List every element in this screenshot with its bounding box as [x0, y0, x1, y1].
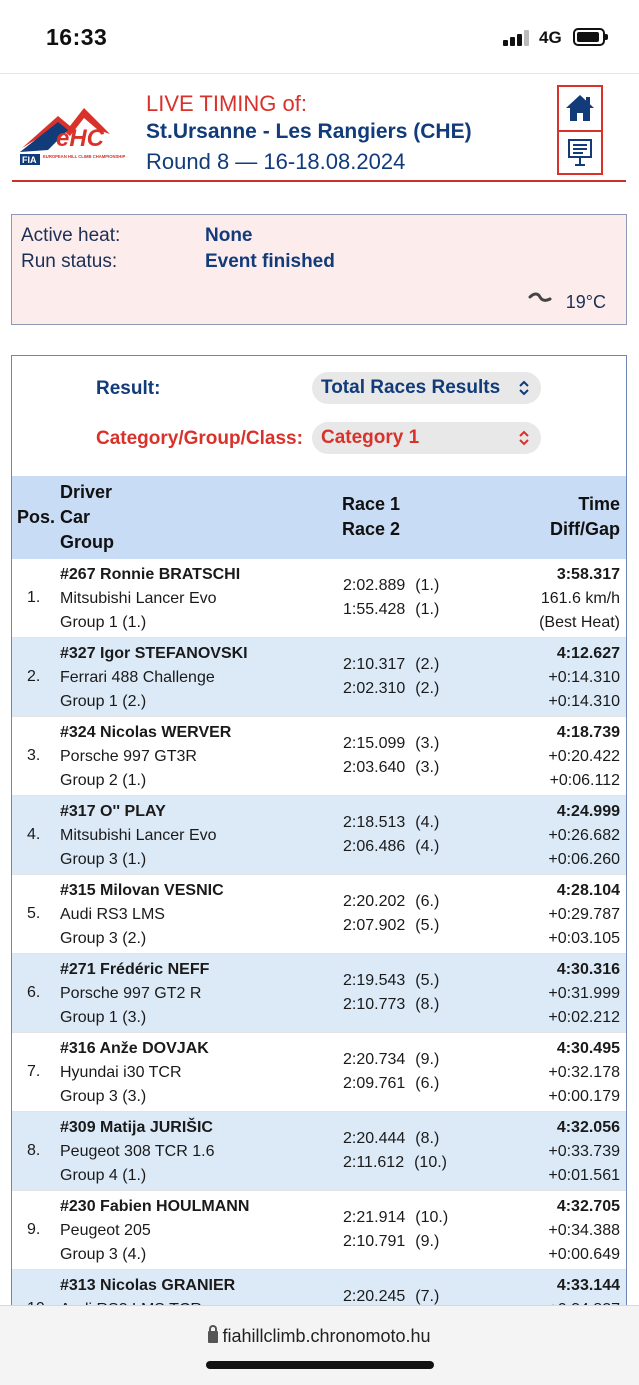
row-position: 9. [27, 1221, 41, 1238]
race1-time: 2:20.734 [343, 1051, 406, 1068]
race1-rank: (9.) [415, 1051, 440, 1068]
row-position: 7. [27, 1063, 41, 1080]
row-total-time: 4:24.999 [556, 803, 620, 820]
race1-time: 2:10.317 [343, 656, 406, 673]
row-race1 [343, 1130, 439, 1148]
active-heat-value: None [205, 225, 253, 246]
category-select[interactable] [312, 422, 541, 454]
race2-rank: (3.) [415, 759, 440, 776]
category-label: Category/Group/Class: [96, 428, 303, 449]
race2-rank: (1.) [415, 601, 440, 618]
table-row[interactable] [12, 1191, 626, 1270]
table-row[interactable] [12, 559, 626, 638]
race1-time: 2:15.099 [343, 735, 406, 752]
race2-time: 2:06.486 [343, 838, 406, 855]
browser-url-bar[interactable] [0, 1305, 639, 1385]
row-position: 8. [27, 1142, 41, 1159]
row-race1 [343, 893, 439, 911]
url-text: fiahillclimb.chronomoto.hu [222, 1326, 431, 1346]
row-race2 [343, 1154, 447, 1172]
race2-rank: (8.) [415, 996, 440, 1013]
table-row[interactable] [12, 1033, 626, 1112]
table-row[interactable] [12, 1112, 626, 1191]
results-panel [11, 355, 627, 1305]
row-gap: +0:02.212 [548, 1009, 620, 1026]
event-status-box [11, 214, 627, 325]
race1-rank: (7.) [415, 1288, 440, 1305]
row-driver: #327 Igor STEFANOVSKI [60, 645, 248, 662]
row-driver: #316 Anže DOVJAK [60, 1040, 209, 1057]
race2-rank: (5.) [415, 917, 440, 934]
row-group: Group 3 (2.) [60, 930, 147, 947]
race1-time: 2:20.202 [343, 893, 406, 910]
row-diff: 161.6 km/h [540, 590, 620, 607]
category-select-value: Category 1 [321, 427, 420, 448]
row-diff: +0:29.787 [548, 906, 620, 923]
home-indicator[interactable] [206, 1361, 434, 1369]
row-driver: #271 Frédéric NEFF [60, 961, 210, 978]
row-car: Peugeot 308 TCR 1.6 [60, 1143, 215, 1160]
race1-rank: (8.) [415, 1130, 440, 1147]
row-car: Mitsubishi Lancer Evo [60, 590, 217, 607]
race1-time: 2:19.543 [343, 972, 406, 989]
row-car: Ferrari 488 Challenge [60, 669, 215, 686]
race1-time: 2:02.889 [343, 577, 406, 594]
race2-rank: (4.) [415, 838, 440, 855]
table-row[interactable] [12, 875, 626, 954]
race1-rank: (1.) [415, 577, 440, 594]
row-car: Mitsubishi Lancer Evo [60, 827, 217, 844]
row-car: Audi RS3 LMS [60, 906, 165, 923]
race2-rank: (10.) [414, 1154, 447, 1171]
page-header [12, 82, 626, 182]
row-race1 [343, 1051, 439, 1069]
ehc-logo[interactable] [18, 98, 138, 168]
race1-rank: (6.) [415, 893, 440, 910]
row-race1 [343, 814, 439, 832]
nav-buttons [557, 85, 603, 175]
battery-icon [573, 28, 605, 46]
row-race1 [343, 972, 439, 990]
table-row[interactable] [12, 717, 626, 796]
row-race1 [343, 1209, 448, 1227]
row-group: Group 1 (3.) [60, 1009, 147, 1026]
race2-rank: (6.) [415, 1075, 440, 1092]
race2-rank: (2.) [415, 680, 440, 697]
header-car: Car [60, 507, 91, 527]
home-button[interactable] [559, 87, 601, 129]
signal-icon [503, 30, 533, 46]
row-position: 2. [27, 668, 41, 685]
row-diff: +0:31.999 [548, 985, 620, 1002]
row-driver: #309 Matija JURIŠIC [60, 1119, 213, 1136]
round-info: Round 8 — 16-18.08.2024 [146, 149, 406, 174]
header-group: Group [60, 532, 114, 552]
home-icon [564, 93, 596, 123]
race2-time: 2:02.310 [343, 680, 406, 697]
row-gap: +0:06.112 [549, 772, 620, 789]
row-gap: (Best Heat) [539, 614, 620, 631]
row-group: Group 2 (1.) [60, 772, 147, 789]
row-total-time: 4:18.739 [556, 724, 620, 741]
status-bar [0, 0, 639, 74]
header-race2: Race 2 [342, 519, 401, 539]
race1-rank: (10.) [415, 1209, 449, 1226]
row-race1 [343, 1288, 439, 1306]
header-diff-gap: Diff/Gap [550, 519, 620, 539]
run-status-value: Event finished [205, 251, 335, 272]
row-gap: +0:03.105 [548, 930, 620, 947]
row-total-time: 4:32.705 [556, 1198, 620, 1215]
row-group: Group 3 (4.) [60, 1246, 147, 1263]
row-position: 5. [27, 905, 41, 922]
race1-time: 2:20.444 [343, 1130, 406, 1147]
chevron-updown-icon [517, 380, 531, 396]
header-driver: Driver [60, 482, 113, 502]
row-group: Group 3 (1.) [60, 851, 147, 868]
row-diff: +0:20.422 [548, 748, 620, 765]
race2-time: 2:09.761 [343, 1075, 406, 1092]
row-race1 [343, 735, 439, 753]
race1-rank: (2.) [415, 656, 440, 673]
row-total-time: 4:33.144 [556, 1277, 620, 1294]
clock: 16:33 [46, 24, 108, 50]
result-label: Result: [96, 378, 161, 399]
table-header [12, 476, 626, 559]
race2-time: 2:10.791 [343, 1233, 406, 1250]
row-driver: #317 O'' PLAY [60, 803, 166, 820]
row-total-time: 4:30.316 [556, 961, 620, 978]
row-total-time: 4:30.495 [556, 1040, 620, 1057]
race1-rank: (4.) [415, 814, 440, 831]
row-driver: #267 Ronnie BRATSCHI [60, 566, 241, 583]
race2-time: 2:07.902 [343, 917, 406, 934]
header-time: Time [578, 494, 620, 514]
run-status-label: Run status: [21, 251, 118, 272]
row-diff: +0:14.310 [548, 669, 620, 686]
active-heat-label: Active heat: [21, 225, 121, 246]
race2-time: 2:03.640 [343, 759, 406, 776]
board-icon [567, 137, 593, 167]
row-group: Group 1 (2.) [60, 693, 147, 710]
logo-sub: EUROPEAN HILL CLIMB CHAMPIONSHIP [43, 154, 126, 159]
logo-fia: FIA [22, 155, 37, 165]
row-race2 [343, 838, 439, 856]
row-race2 [343, 759, 439, 777]
row-driver: #315 Milovan VESNIC [60, 882, 224, 899]
network-type: 4G [539, 28, 562, 47]
row-diff: +0:26.682 [548, 827, 620, 844]
row-race2 [343, 1075, 439, 1093]
row-race1 [343, 656, 439, 674]
row-diff: +0:34.388 [548, 1222, 620, 1239]
table-row[interactable] [12, 638, 626, 717]
row-total-time: 3:58.317 [556, 566, 620, 583]
row-diff: +0:33.739 [548, 1143, 620, 1160]
row-race2 [343, 601, 439, 619]
table-row[interactable] [12, 954, 626, 1033]
header-race1: Race 1 [342, 494, 401, 514]
row-driver: #230 Fabien HOULMANN [60, 1198, 250, 1215]
race1-rank: (3.) [415, 735, 440, 752]
race1-time: 2:21.914 [343, 1209, 406, 1226]
row-position: 1. [27, 589, 41, 606]
ehc-logo-icon [18, 98, 138, 168]
row-total-time: 4:32.056 [556, 1119, 620, 1136]
row-race2 [343, 917, 439, 935]
row-total-time: 4:28.104 [556, 882, 620, 899]
race1-rank: (5.) [415, 972, 440, 989]
row-diff: +0:32.178 [548, 1064, 620, 1081]
table-row[interactable] [12, 796, 626, 875]
row-group: Group 3 (3.) [60, 1088, 147, 1105]
url-display[interactable] [0, 1326, 639, 1347]
race2-time: 2:10.773 [343, 996, 406, 1013]
race1-time: 2:18.513 [343, 814, 406, 831]
race2-time: 2:11.612 [343, 1154, 405, 1171]
row-gap: +0:00.649 [548, 1246, 620, 1263]
row-position: 3. [27, 747, 41, 764]
temperature: 19°C [565, 292, 606, 312]
row-group: Group 1 (1.) [60, 614, 147, 631]
row-gap: +0:00.179 [548, 1088, 620, 1105]
result-select-value: Total Races Results [321, 377, 501, 398]
row-total-time: 4:12.627 [556, 645, 620, 662]
weather-icon [528, 291, 554, 307]
row-race1 [343, 577, 439, 595]
row-gap: +0:01.561 [548, 1167, 620, 1184]
lock-icon [208, 1331, 218, 1343]
race2-rank: (9.) [415, 1233, 440, 1250]
row-group: Group 4 (1.) [60, 1167, 147, 1184]
row-race2 [343, 680, 439, 698]
row-gap: +0:06.260 [548, 851, 620, 868]
row-car: Porsche 997 GT2 R [60, 985, 202, 1002]
event-name: St.Ursanne - Les Rangiers (CHE) [146, 120, 472, 143]
row-driver: #324 Nicolas WERVER [60, 724, 232, 741]
row-car: Hyundai i30 TCR [60, 1064, 182, 1081]
row-race2 [343, 996, 439, 1014]
row-car: Porsche 997 GT3R [60, 748, 197, 765]
race1-time: 2:20.245 [343, 1288, 406, 1305]
row-car: Peugeot 205 [60, 1222, 151, 1239]
row-position: 4. [27, 826, 41, 843]
header-pos: Pos. [17, 507, 56, 527]
live-timing-label: LIVE TIMING of: [146, 91, 307, 116]
row-gap: +0:14.310 [548, 693, 620, 710]
row-position: 6. [27, 984, 41, 1001]
row-race2 [343, 1233, 439, 1251]
race2-time: 1:55.428 [343, 601, 406, 618]
result-select[interactable] [312, 372, 541, 404]
row-driver: #313 Nicolas GRANIER [60, 1277, 236, 1294]
chevron-updown-icon [517, 430, 531, 446]
logo-text: eHC [56, 125, 105, 152]
board-button[interactable] [559, 130, 601, 172]
